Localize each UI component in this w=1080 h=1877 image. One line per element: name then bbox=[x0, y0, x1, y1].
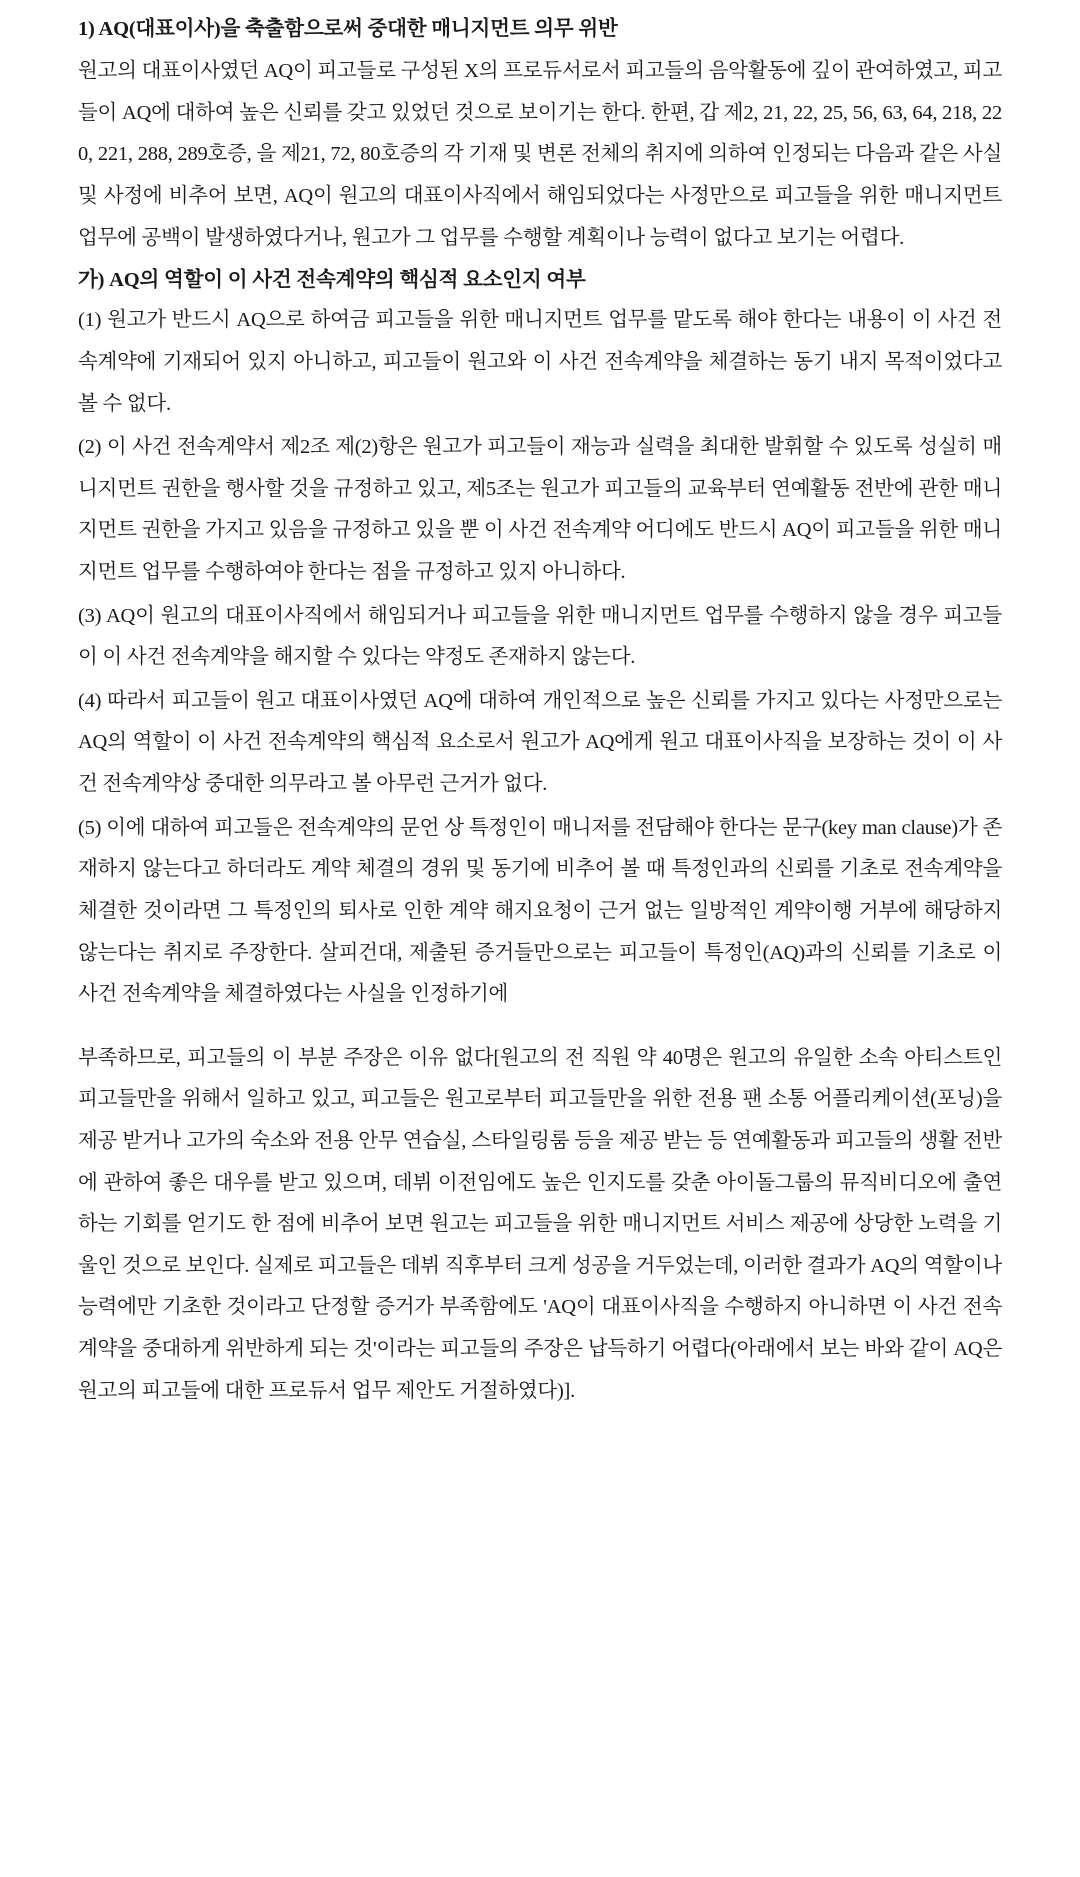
subsection-heading: 가) AQ의 역할이 이 사건 전속계약의 핵심적 요소인지 여부 bbox=[78, 269, 586, 292]
numbered-item-1: (1) 원고가 반드시 AQ으로 하여금 피고들을 위한 매니지먼트 업무를 맡도록 해야 한다는 내용이 이 사건 전속계약에 기재되어 있지 아니하고, 피고들이 원고와 이 사건 전속계약을 체결하는 동기 내지 목적이었다고 볼 수 없다. bbox=[78, 309, 1002, 415]
numbered-item-5: (5) 이에 대하여 피고들은 전속계약의 문언 상 특정인이 매니저를 전담해야 한다는 문구(key man clause)가 존재하지 않는다고 하더라도 계약 체결의 경위 및 동기에 비추어 볼 때 특정인과의 신뢰를 기초로 전속계약을 체결한 것이라면 그 특정인의 퇴사로 인한 계약 해지요청이 근거 없는 일방적인 계약이행 거부에 해당하지 않는다는 취지로 주장한다. 살피건대, 제출된 증거들만으로는 피고들이 특정인(AQ)과의 신뢰를 기초로 이 사건 전속계약을 체결하였다는 사실을 인정하기에 bbox=[78, 816, 1002, 1006]
intro-paragraph: 원고의 대표이사였던 AQ이 피고들로 구성된 X의 프로듀서로서 피고들의 음악활동에 깊이 관여하였고, 피고들이 AQ에 대하여 높은 신뢰를 갖고 있었던 것으로 보이기는 한다. 한편, 갑 제2, 21, 22, 25, 56, 63, 64, 218, 220, 221, 288, 289호증, 을 제21, 72, 80호증의 각 기재 및 변론 전체의 취지에 의하여 인정되는 다음과 같은 사실 및 사정에 비추어 보면, AQ이 원고의 대표이사직에서 해임되었다는 사정만으로 피고들을 위한 매니지먼트 업무에 공백이 발생하였다거나, 원고가 그 업무를 수행할 계획이나 능력이 없다고 보기는 어렵다. bbox=[78, 60, 1002, 249]
document-body bbox=[78, 14, 1002, 1412]
section-heading: 1) AQ(대표이사)을 축출함으로써 중대한 매니지먼트 의무 위반 bbox=[78, 18, 618, 40]
numbered-item-4: (4) 따라서 피고들이 원고 대표이사였던 AQ에 대하여 개인적으로 높은 신뢰를 가지고 있다는 사정만으로는 AQ의 역할이 이 사건 전속계약의 핵심적 요소로서 원고가 AQ에게 원고 대표이사직을 보장하는 것이 이 사건 전속계약상 중대한 의무라고 볼 아무런 근거가 없다. bbox=[78, 689, 1002, 796]
numbered-item-2: (2) 이 사건 전속계약서 제2조 제(2)항은 원고가 피고들이 재능과 실력을 최대한 발휘할 수 있도록 성실히 매니지먼트 권한을 행사할 것을 규정하고 있고, 제5조는 원고가 피고들의 교육부터 연예활동 전반에 관한 매니지먼트 권한을 가지고 있음을 규정하고 있을 뿐 이 사건 전속계약 어디에도 반드시 AQ이 피고들을 위한 매니지먼트 업무를 수행하여야 한다는 점을 규정하고 있지 아니하다. bbox=[78, 436, 1002, 584]
closing-paragraph: 부족하므로, 피고들의 이 부분 주장은 이유 없다[원고의 전 직원 약 40명은 원고의 유일한 소속 아티스트인 피고들만을 위해서 일하고 있고, 피고들은 원고로부터 피고들만을 위한 전용 팬 소통 어플리케이션(포닝)을 제공 받거나 고가의 숙소와 전용 안무 연습실, 스타일링룸 등을 제공 받는 등 연예활동과 피고들의 생활 전반에 관하여 좋은 대우를 받고 있으며, 데뷔 이전임에도 높은 인지도를 갖춘 아이돌그룹의 뮤직비디오에 출연하는 기회를 얻기도 한 점에 비추어 보면 원고는 피고들을 위한 매니지먼트 서비스 제공에 상당한 노력을 기울인 것으로 보인다. 실제로 피고들은 데뷔 직후부터 크게 성공을 거두었는데, 이러한 결과가 AQ의 역할이나 능력에만 기초한 것이라고 단정할 증거가 부족함에도 'AQ이 대표이사직을 수행하지 아니하면 이 사건 전속계약을 중대하게 위반하게 되는 것'이라는 피고들의 주장은 납득하기 어렵다(아래에서 보는 바와 같이 AQ은 원고의 피고들에 대한 프로듀서 업무 제안도 거절하였다)]. bbox=[78, 1046, 1002, 1402]
numbered-item-3: (3) AQ이 원고의 대표이사직에서 해임되거나 피고들을 위한 매니지먼트 업무를 수행하지 않을 경우 피고들이 이 사건 전속계약을 해지할 수 있다는 약정도 존재하지 않는다. bbox=[78, 604, 1002, 669]
